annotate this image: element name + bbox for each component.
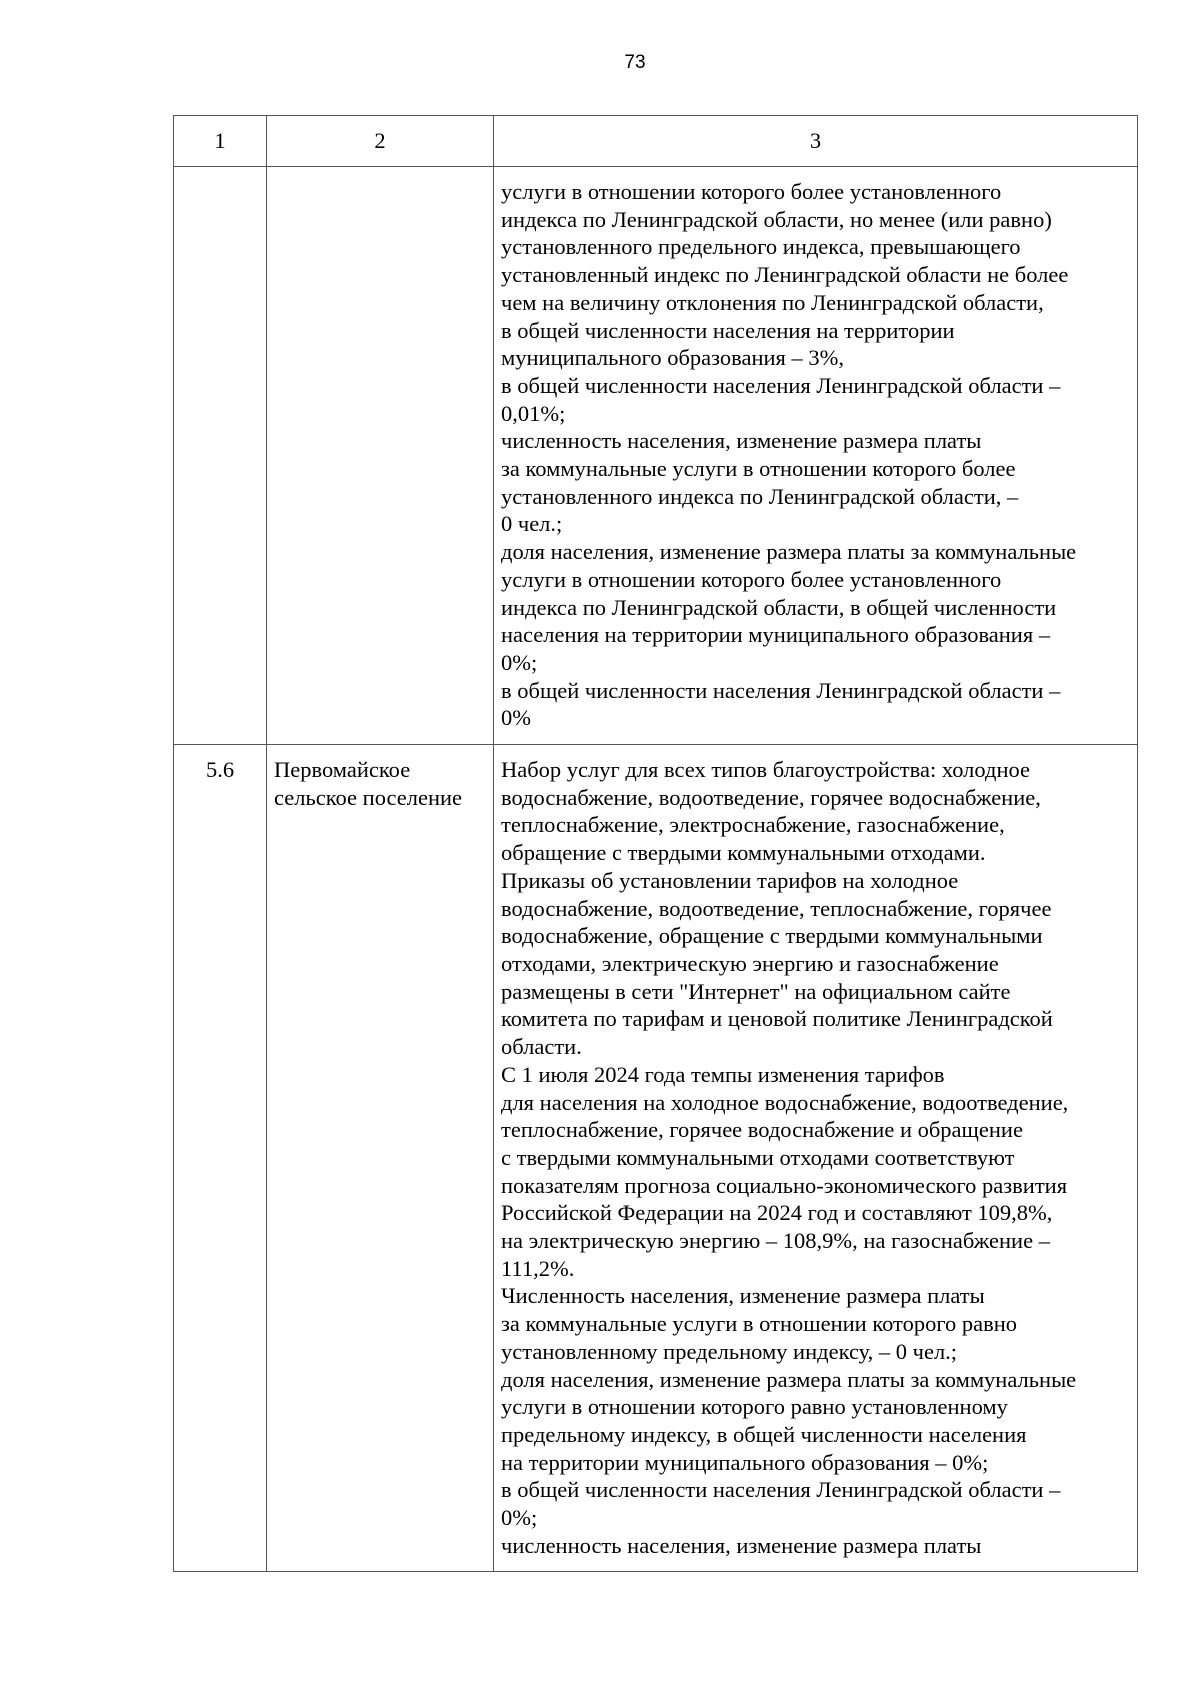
table-row — [174, 167, 1138, 745]
text-line: обращение с твердыми коммунальными отходами. — [501, 840, 986, 866]
page-number: 73 — [624, 52, 646, 73]
text-line: Российской Федерации на 2024 год и составляют 109,8%, — [501, 1200, 1053, 1226]
municipality-name-cell — [267, 167, 494, 745]
header-cell-1: 1 — [174, 116, 267, 167]
row-number-cell — [174, 167, 267, 745]
text-line: Набор услуг для всех типов благоустройства: холодное — [501, 757, 1030, 783]
text-line: индекса по Ленинградской области, но менее (или равно) — [501, 206, 1052, 232]
text-line: водоснабжение, водоотведение, теплоснабжение, горячее — [501, 895, 1052, 921]
row-number-cell: 5.6 — [174, 745, 267, 1572]
text-line: в общей численности населения на территории — [501, 317, 955, 343]
name-line: сельское поселение — [274, 784, 463, 810]
text-line: численность населения, изменение размера платы — [501, 428, 982, 454]
text-line: за коммунальные услуги в отношении которого равно — [501, 1311, 1018, 1337]
text-line: теплоснабжение, горячее водоснабжение и обращение — [501, 1117, 1023, 1143]
text-line: теплоснабжение, электроснабжение, газоснабжение, — [501, 812, 1005, 838]
text-line: установленному предельному индексу, – 0 чел.; — [501, 1338, 958, 1364]
table-row — [174, 745, 1138, 1572]
text-line: предельному индексу, в общей численности населения — [501, 1421, 1027, 1447]
text-line: услуги в отношении которого более установленного — [501, 566, 1002, 592]
text-line: на электрическую энергию – 108,9%, на газоснабжение – — [501, 1228, 1050, 1254]
text-line: доля населения, изменение размера платы за коммунальные — [501, 1366, 1077, 1392]
text-line: в общей численности населения Ленинградской области – — [501, 372, 1061, 398]
text-line: 0 чел.; — [501, 511, 563, 537]
text-line: 0%; — [501, 649, 538, 675]
text-line: индекса по Ленинградской области, в общей численности — [501, 594, 1057, 620]
text-line: на территории муниципального образования – 0%; — [501, 1449, 989, 1475]
text-line: в общей численности населения Ленинградской области – — [501, 1477, 1061, 1503]
text-line: 0% — [501, 705, 531, 731]
text-line: области. — [501, 1034, 582, 1060]
text-line: для населения на холодное водоснабжение, водоотведение, — [501, 1089, 1069, 1115]
text-line: за коммунальные услуги в отношении которого более — [501, 456, 1016, 482]
text-line: комитета по тарифам и ценовой политике Ленинградской — [501, 1006, 1053, 1032]
table-header-row — [174, 116, 1138, 167]
text-line: показателям прогноза социально-экономического развития — [501, 1172, 1068, 1198]
description-cell — [494, 745, 1138, 1572]
text-line: населения на территории муниципального образования – — [501, 622, 1051, 648]
text-line: численность населения, изменение размера платы — [501, 1532, 982, 1558]
text-line: водоснабжение, водоотведение, горячее водоснабжение, — [501, 784, 1041, 810]
text-line: муниципального образования – 3%, — [501, 345, 845, 371]
text-line: услуги в отношении которого более установленного — [501, 179, 1002, 204]
header-cell-2: 2 — [267, 116, 494, 167]
text-line: отходами, электрическую энергию и газоснабжение — [501, 950, 999, 976]
text-line: чем на величину отклонения по Ленинградской области, — [501, 289, 1044, 315]
text-line: размещены в сети "Интернет" на официальном сайте — [501, 978, 1011, 1004]
text-line: с твердыми коммунальными отходами соответствуют — [501, 1144, 1015, 1170]
text-line: установленный индекс по Ленинградской области не более — [501, 262, 1069, 288]
name-line: Первомайское — [274, 757, 411, 783]
text-line: установленного предельного индекса, превышающего — [501, 234, 1021, 260]
text-line: водоснабжение, обращение с твердыми коммунальными — [501, 923, 1043, 949]
text-line: 0%; — [501, 1505, 538, 1531]
text-line: Приказы об установлении тарифов на холодное — [501, 867, 959, 893]
description-cell — [494, 167, 1138, 745]
data-table — [173, 115, 1138, 1572]
text-line: 0,01%; — [501, 400, 566, 426]
text-line: услуги в отношении которого равно установленному — [501, 1394, 1008, 1420]
text-line: доля населения, изменение размера платы за коммунальные — [501, 539, 1077, 565]
text-line: в общей численности населения Ленинградской области – — [501, 677, 1061, 703]
text-line: 111,2%. — [501, 1255, 575, 1281]
header-cell-3: 3 — [494, 116, 1138, 167]
text-line: Численность населения, изменение размера платы — [501, 1283, 985, 1309]
text-line: С 1 июля 2024 года темпы изменения тарифов — [501, 1061, 945, 1087]
text-line: установленного индекса по Ленинградской области, – — [501, 483, 1019, 509]
municipality-name-cell — [267, 745, 494, 1572]
